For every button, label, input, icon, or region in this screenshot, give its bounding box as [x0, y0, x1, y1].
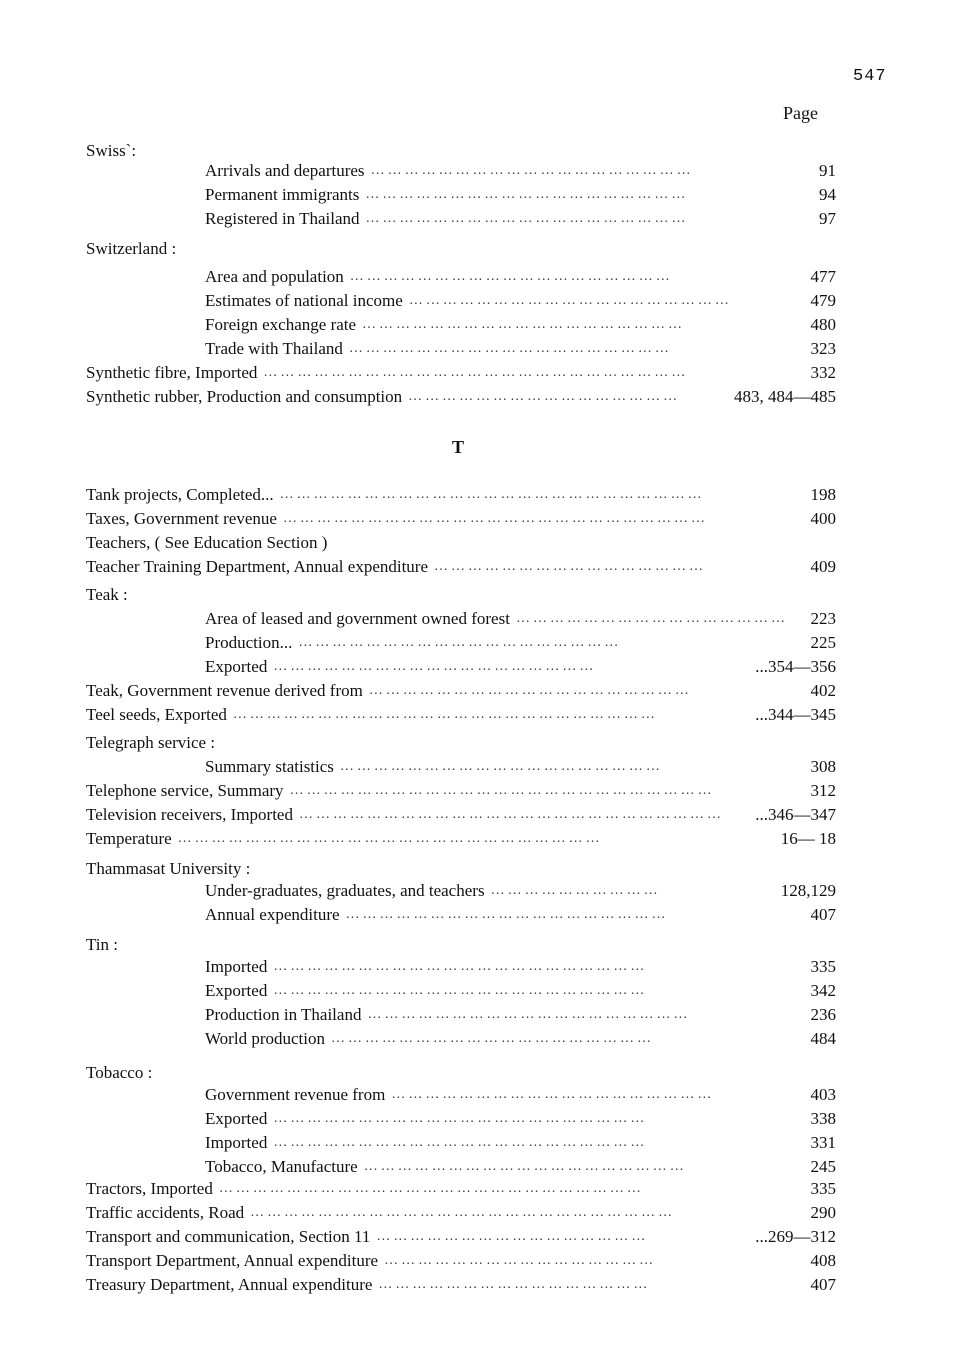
index-subentry: Government revenue from ………………………………………………… 403: [205, 1085, 836, 1104]
index-subentry: Imported ………………………………………………………… 331: [205, 1133, 836, 1152]
index-subentry: Exported ………………………………………………………… 342: [205, 981, 836, 1000]
index-entry: Treasury Department, Annual expenditure ………………………………………… 407: [86, 1275, 836, 1294]
section-letter: T: [452, 437, 465, 457]
index-subentry: Imported ………………………………………………………… 335: [205, 957, 836, 976]
index-entry: Teak, Government revenue derived from ………………………………………………… 402: [86, 681, 836, 700]
index-heading: Teak :: [86, 585, 128, 604]
index-subentry: Estimates of national income ………………………………………………… 479: [205, 291, 836, 310]
index-subentry: Under-graduates, graduates, and teachers ………………………… 128,129: [205, 881, 836, 900]
index-subentry: Production... ………………………………………………… 225: [205, 633, 836, 652]
index-entry: Teel seeds, Exported ………………………………………………………………… ...344—345: [86, 705, 836, 724]
index-entry: Taxes, Government revenue ………………………………………………………………… 400: [86, 509, 836, 528]
index-subentry: Annual expenditure ………………………………………………… 407: [205, 905, 836, 924]
index-entry: Teachers, ( See Education Section ): [86, 533, 328, 552]
index-entry: Traffic accidents, Road ………………………………………………………………… 290: [86, 1203, 836, 1222]
page-column-label: Page: [783, 103, 818, 123]
index-entry: Tank projects, Completed... ………………………………………………………………… 198: [86, 485, 836, 504]
index-entry: Tractors, Imported ………………………………………………………………… 335: [86, 1179, 836, 1198]
index-entry: Temperature ………………………………………………………………… 16— 18: [86, 829, 836, 848]
index-subentry: World production ………………………………………………… 484: [205, 1029, 836, 1048]
index-heading: Swiss`:: [86, 141, 137, 160]
index-subentry: Exported ………………………………………………………… 338: [205, 1109, 836, 1128]
index-entry: Synthetic fibre, Imported ………………………………………………………………… 332: [86, 363, 836, 382]
index-entry: Telephone service, Summary ………………………………………………………………… 312: [86, 781, 836, 800]
index-entry: Synthetic rubber, Production and consumption ………………………………………… 483, 484—485: [86, 387, 836, 406]
index-subentry: Permanent immigrants ………………………………………………… 94: [205, 185, 836, 204]
index-heading: Telegraph service :: [86, 733, 216, 752]
index-subentry: Production in Thailand ………………………………………………… 236: [205, 1005, 836, 1024]
index-subentry: Summary statistics ………………………………………………… 308: [205, 757, 836, 776]
index-entry: Teacher Training Department, Annual expenditure ………………………………………… 409: [86, 557, 836, 576]
index-heading: Tobacco :: [86, 1063, 153, 1082]
index-subentry: Exported ………………………………………………… ...354—356: [205, 657, 836, 676]
index-subentry: Registered in Thailand ………………………………………………… 97: [205, 209, 836, 228]
index-entry: Television receivers, Imported ………………………………………………………………… ...346—347: [86, 805, 836, 824]
index-subentry: Trade with Thailand ………………………………………………… 323: [205, 339, 836, 358]
index-subentry: Area and population ………………………………………………… 477: [205, 267, 836, 286]
index-subentry: Tobacco, Manufacture ………………………………………………… 245: [205, 1157, 836, 1176]
index-subentry: Arrivals and departures ………………………………………………… 91: [205, 161, 836, 180]
index-heading: Tin :: [86, 935, 118, 954]
index-heading: Thammasat University :: [86, 859, 251, 878]
page-number: 547: [853, 67, 887, 86]
index-entry: Transport Department, Annual expenditure ………………………………………… 408: [86, 1251, 836, 1270]
index-heading: Switzerland :: [86, 239, 177, 258]
index-subentry: Area of leased and government owned forest ………………………………………… 223: [205, 609, 836, 628]
index-subentry: Foreign exchange rate ………………………………………………… 480: [205, 315, 836, 334]
index-entry: Transport and communication, Section 11 ………………………………………… ...269—312: [86, 1227, 836, 1246]
